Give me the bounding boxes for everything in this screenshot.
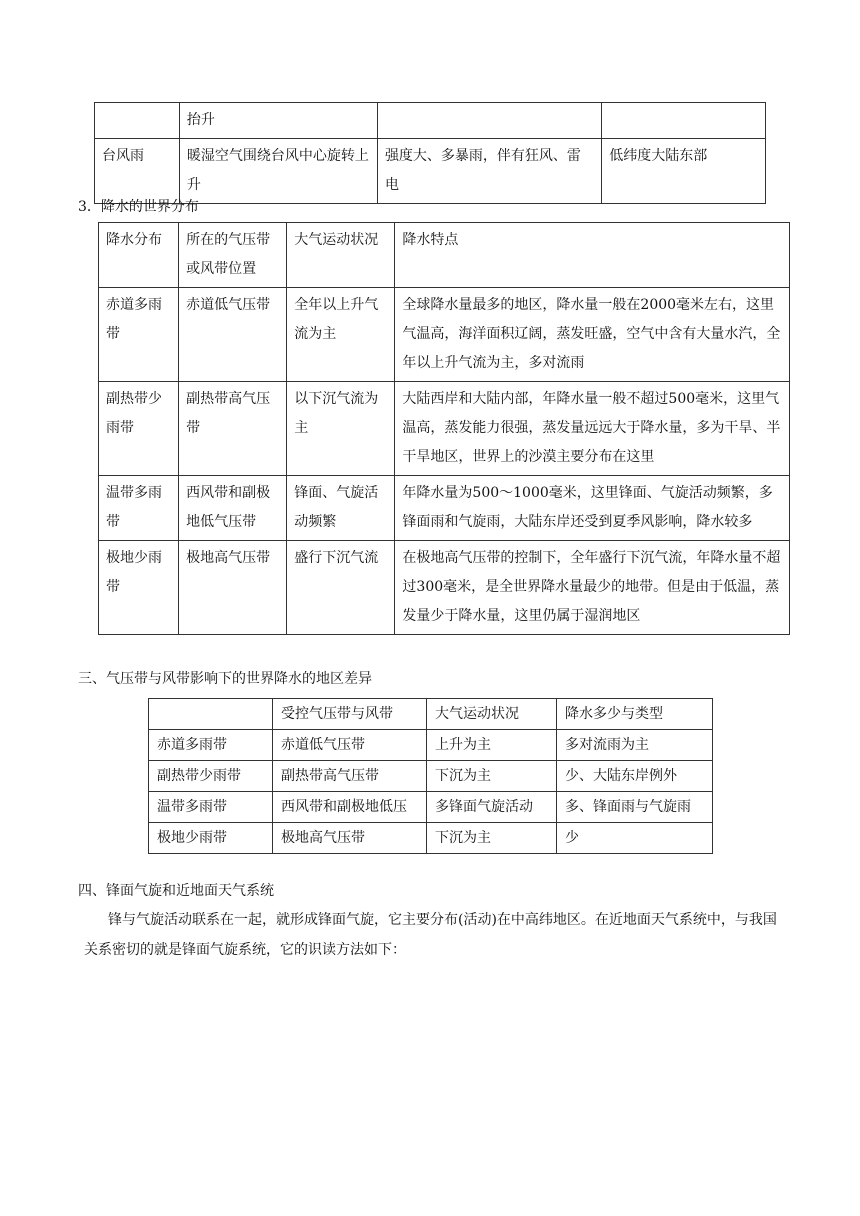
table-cell: 盛行下沉气流 <box>287 541 395 635</box>
column-header: 受控气压带与风带 <box>273 699 427 730</box>
table-cell: 在极地高气压带的控制下，全年盛行下沉气流，年降水量不超过300毫米，是全世界降水量最少的地带。但是由于低温，蒸发量少于降水量，这里仍属于湿润地区 <box>395 541 790 635</box>
column-header <box>149 699 273 730</box>
table-cell: 极地少雨带 <box>99 541 179 635</box>
section-heading: 3．降水的世界分布 <box>78 199 199 215</box>
section-heading: 四、锋面气旋和近地面天气系统 <box>78 883 274 899</box>
table-cell: 低纬度大陆东部 <box>602 139 766 204</box>
table-cell: 少、大陆东岸例外 <box>557 761 713 792</box>
table-cell: 上升为主 <box>427 730 557 761</box>
table-row <box>149 823 713 854</box>
table-cell: 少 <box>557 823 713 854</box>
table-cell: 下沉为主 <box>427 823 557 854</box>
table-cell: 年降水量为500～1000毫米，这里锋面、气旋活动频繁，多锋面雨和气旋雨，大陆东岸还受到夏季风影响，降水较多 <box>395 476 790 541</box>
column-header: 降水特点 <box>395 223 790 288</box>
table-cell: 下沉为主 <box>427 761 557 792</box>
table-row <box>99 476 790 541</box>
table-cell: 极地高气压带 <box>273 823 427 854</box>
table-row <box>149 792 713 823</box>
body-paragraph: 锋与气旋活动联系在一起，就形成锋面气旋，它主要分布(活动)在中高纬地区。在近地面天气系统中，与我国关系密切的就是锋面气旋系统，它的识读方法如下： <box>84 912 777 958</box>
table-cell: 以下沉气流为主 <box>287 382 395 476</box>
table-cell: 极地高气压带 <box>179 541 287 635</box>
table-cell: 副热带少雨带 <box>99 382 179 476</box>
table-cell: 大陆西岸和大陆内部，年降水量一般不超过500毫米，这里气温高，蒸发能力很强，蒸发量远远大于降水量，多为干旱、半干旱地区，世界上的沙漠主要分布在这里 <box>395 382 790 476</box>
table-cell: 赤道低气压带 <box>273 730 427 761</box>
table-cell: 温带多雨带 <box>99 476 179 541</box>
table-cell: 锋面、气旋活动频繁 <box>287 476 395 541</box>
regional-difference-table <box>148 698 713 854</box>
table-row <box>99 541 790 635</box>
table-cell: 副热带少雨带 <box>149 761 273 792</box>
table-row <box>99 288 790 382</box>
table-cell: 多锋面气旋活动 <box>427 792 557 823</box>
table-cell: 全球降水量最多的地区，降水量一般在2000毫米左右，这里气温高，海洋面积辽阔，蒸发旺盛，空气中含有大量水汽，全年以上升气流为主，多对流雨 <box>395 288 790 382</box>
rainfall-type-table <box>94 102 766 204</box>
table-cell: 赤道多雨带 <box>99 288 179 382</box>
table-row <box>99 382 790 476</box>
table-cell <box>377 103 601 139</box>
table-cell: 多对流雨为主 <box>557 730 713 761</box>
table-row <box>95 103 766 139</box>
table-cell: 赤道多雨带 <box>149 730 273 761</box>
table-cell: 赤道低气压带 <box>179 288 287 382</box>
table-cell <box>602 103 766 139</box>
table-row <box>149 730 713 761</box>
table-cell <box>95 103 180 139</box>
table-cell: 强度大、多暴雨，伴有狂风、雷电 <box>377 139 601 204</box>
table-cell: 温带多雨带 <box>149 792 273 823</box>
table-cell: 西风带和副极地低气压带 <box>179 476 287 541</box>
precipitation-distribution-table <box>98 222 790 635</box>
section-heading: 三、气压带与风带影响下的世界降水的地区差异 <box>78 671 372 687</box>
column-header: 大气运动状况 <box>287 223 395 288</box>
table-cell: 副热带高气压带 <box>273 761 427 792</box>
table-header-row <box>149 699 713 730</box>
column-header: 所在的气压带或风带位置 <box>179 223 287 288</box>
column-header: 降水分布 <box>99 223 179 288</box>
table-cell: 暖湿空气围绕台风中心旋转上升 <box>179 139 377 204</box>
table-cell: 抬升 <box>179 103 377 139</box>
column-header: 降水多少与类型 <box>557 699 713 730</box>
table-cell: 多、锋面雨与气旋雨 <box>557 792 713 823</box>
table-row <box>149 761 713 792</box>
table-cell: 台风雨 <box>95 139 180 204</box>
table-header-row <box>99 223 790 288</box>
table-cell: 西风带和副极地低压 <box>273 792 427 823</box>
table-cell: 全年以上升气流为主 <box>287 288 395 382</box>
column-header: 大气运动状况 <box>427 699 557 730</box>
table-cell: 副热带高气压带 <box>179 382 287 476</box>
table-cell: 极地少雨带 <box>149 823 273 854</box>
